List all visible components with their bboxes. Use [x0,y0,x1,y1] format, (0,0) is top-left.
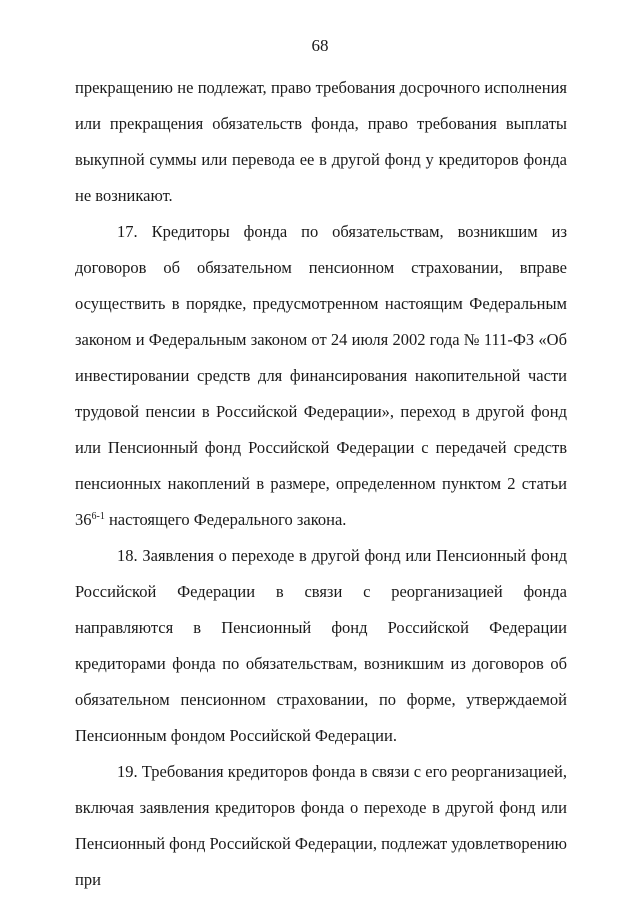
page-number: 68 [311,36,329,55]
paragraph-19: 19. Требования кредиторов фонда в связи с его реорганизацией, включая заявления кредиторов фонда о переходе в другой фонд или Пенсионный фонд Российской Федерации, подлежат удовлетворению при [75,762,567,889]
paragraph-18: 18. Заявления о переходе в другой фонд или Пенсионный фонд Российской Федерации в связи с реорганизацией фонда направляются в Пенсионный фонд Российской Федерации кредиторами фонда по обязательствам, возникшим из договоров об обязательном пенсионном страховании, по форме, утверждаемой Пенсионным фондом Российской Федерации. [75,546,567,745]
document-body [75,70,567,898]
paragraph-17 [75,214,567,538]
paragraph-continuation: прекращению не подлежат, право требования досрочного исполнения или прекращения обязательств фонда, право требования выплаты выкупной суммы или перевода ее в другой фонд у кредиторов фонда не возникают. [75,78,567,205]
article-superscript: 6-1 [91,511,105,522]
paragraph-17-text: 17. Кредиторы фонда по обязательствам, возникшим из договоров об обязательном пенсионном страховании, вправе осуществить в порядке, предусмотренном настоящим Федеральным законом и Федеральным законом от 24 июля 2002 года № 111-ФЗ «Об инвестировании средств для финансирования накопительной части трудовой пенсии в Российской Федерации», переход в другой фонд или Пенсионный фонд Российской Федерации с передачей средств пенсионных накоплений в размере, определенном пунктом 2 статьи 36 [75,222,567,529]
paragraph-17-text-end: настоящего Федерального закона. [104,510,347,529]
